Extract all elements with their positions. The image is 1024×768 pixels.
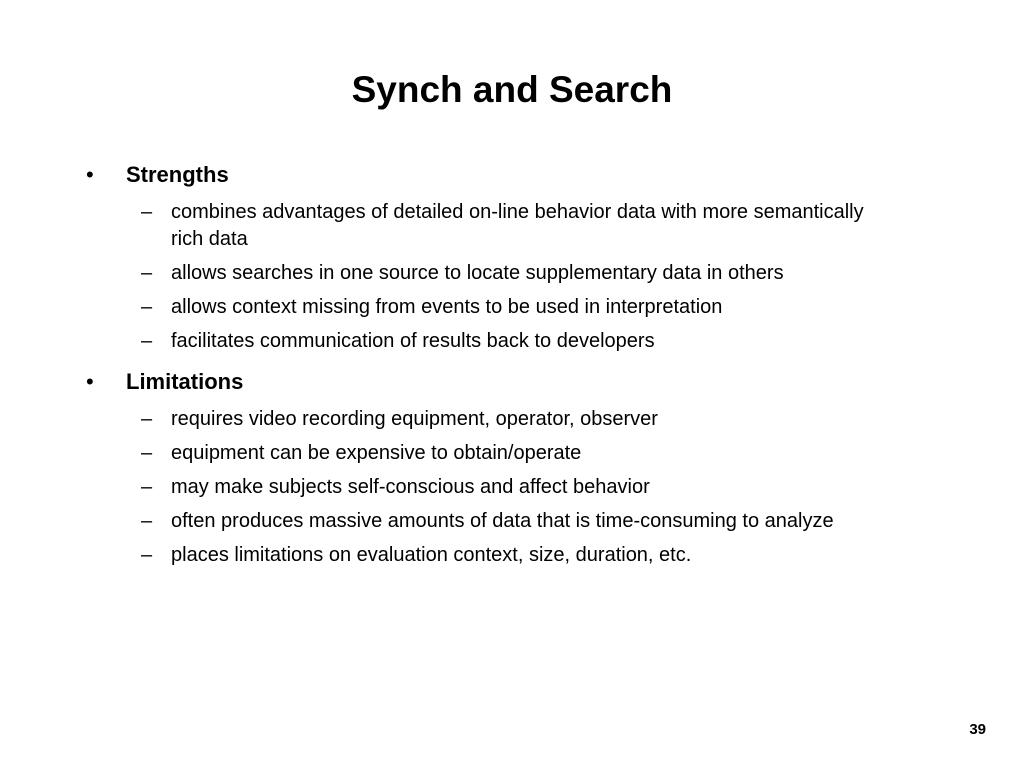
section-limitations <box>0 365 1024 569</box>
list-item-text: often produces massive amounts of data that is time-consuming to analyze <box>171 510 834 532</box>
section-strengths <box>0 158 1024 355</box>
list-item <box>0 406 1024 433</box>
bullet-row <box>0 365 1024 399</box>
slide-content <box>0 158 1024 569</box>
list-item <box>0 294 1024 321</box>
slide-title: Synch and Search <box>351 69 673 110</box>
list-item <box>0 328 1024 355</box>
list-item <box>0 542 1024 569</box>
strengths-list <box>0 199 1024 355</box>
list-item <box>0 199 1024 253</box>
bullet-icon: • <box>86 162 94 187</box>
list-item-text: allows searches in one source to locate supplementary data in others <box>171 262 784 284</box>
list-item-text: equipment can be expensive to obtain/operate <box>171 442 582 464</box>
section-heading-limitations: Limitations <box>126 369 244 394</box>
dash-icon: – <box>141 408 153 430</box>
list-item-text: combines advantages of detailed on-line behavior data with more semantically rich data <box>171 201 864 250</box>
list-item <box>0 440 1024 467</box>
list-item-text: requires video recording equipment, operator, observer <box>171 408 658 430</box>
list-item <box>0 260 1024 287</box>
list-item <box>0 508 1024 535</box>
dash-icon: – <box>141 442 153 464</box>
list-item-text: places limitations on evaluation context, size, duration, etc. <box>171 544 692 566</box>
dash-icon: – <box>141 330 153 352</box>
list-item-text: may make subjects self-conscious and affect behavior <box>171 476 650 498</box>
list-item-text: facilitates communication of results back to developers <box>171 330 655 352</box>
dash-icon: – <box>141 201 153 223</box>
dash-icon: – <box>141 544 153 566</box>
dash-icon: – <box>141 262 153 284</box>
page-number: 39 <box>969 721 986 738</box>
dash-icon: – <box>141 476 153 498</box>
dash-icon: – <box>141 296 153 318</box>
bullet-row <box>0 158 1024 192</box>
section-heading-strengths: Strengths <box>126 162 229 187</box>
list-item-text: allows context missing from events to be used in interpretation <box>171 296 723 318</box>
limitations-list <box>0 406 1024 569</box>
list-item <box>0 474 1024 501</box>
bullet-icon: • <box>86 369 94 394</box>
dash-icon: – <box>141 510 153 532</box>
